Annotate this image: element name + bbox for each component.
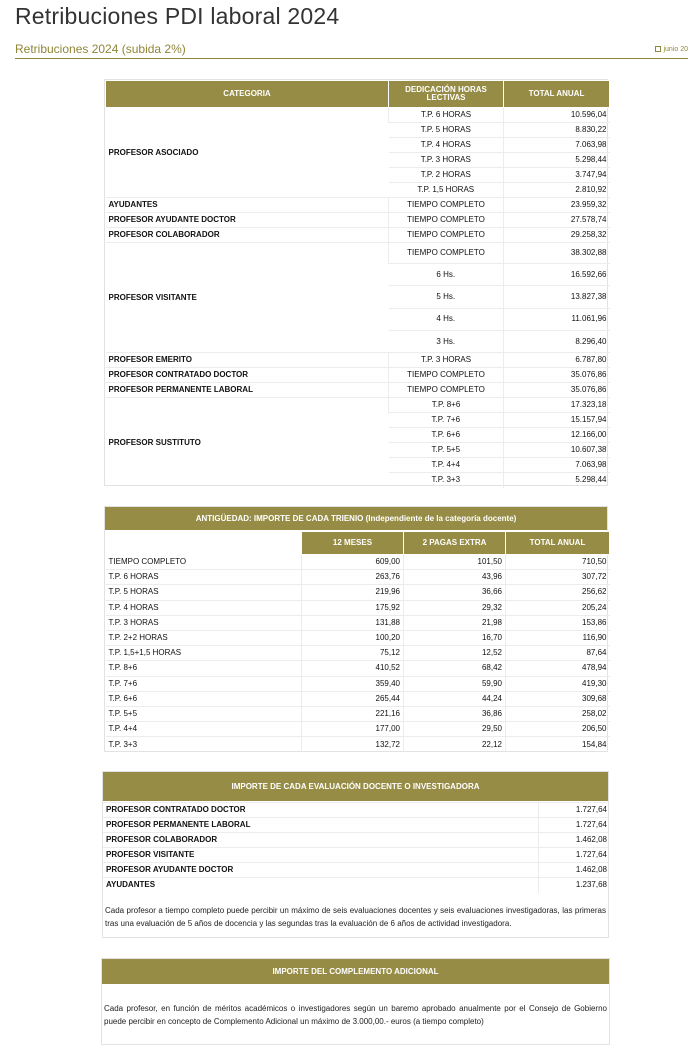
seniority-table-title: ANTIGÜEDAD: IMPORTE DE CADA TRIENIO (Independiente de la categoría docente) [105,507,607,531]
total-anual-cell: 3.747,94 [504,168,610,183]
salary-row [106,108,610,123]
total-anual-cell: 38.302,88 [504,243,610,264]
dedication-cell: TIEMPO COMPLETO [389,213,504,228]
total-anual-cell: 11.061,96 [504,308,610,330]
evaluation-row [103,863,610,878]
salary-row [106,398,610,413]
dedication-cell: T.P. 5 HORAS [106,585,302,600]
dedication-cell: T.P. 5+5 [106,706,302,721]
evaluation-amount-cell: 1.727,64 [538,818,610,833]
extra-pay-cell: 43,96 [404,570,506,585]
dedication-cell: 5 Hs. [389,286,504,308]
dedication-cell: T.P. 4 HORAS [106,600,302,615]
evaluation-row [103,878,610,893]
complement-title: IMPORTE DEL COMPLEMENTO ADICIONAL [102,959,609,984]
dedication-cell: 6 Hs. [389,264,504,286]
seniority-table [105,531,610,752]
publish-date [655,46,688,53]
header-total-anual: TOTAL ANUAL [504,81,610,108]
seniority-row [106,691,610,706]
total-anual-cell: 27.578,74 [504,213,610,228]
dedication-cell: T.P. 5+5 [389,443,504,458]
total-cell: 710,50 [506,555,610,570]
dedication-cell: T.P. 7+6 [106,676,302,691]
total-anual-cell: 6.787,80 [504,353,610,368]
twelve-months-cell: 132,72 [302,737,404,752]
total-anual-cell: 29.258,32 [504,228,610,243]
total-cell: 309,68 [506,691,610,706]
extra-pay-cell: 59,90 [404,676,506,691]
seniority-row [106,570,610,585]
category-cell: AYUDANTES [106,198,389,213]
total-cell: 307,72 [506,570,610,585]
evaluation-amount-cell: 1.237,68 [538,878,610,893]
extra-pay-cell: 44,24 [404,691,506,706]
category-cell: PROFESOR VISITANTE [106,243,389,353]
seniority-header-12-meses: 12 MESES [302,532,404,555]
dedication-cell: T.P. 4 HORAS [389,138,504,153]
total-anual-cell: 16.592,66 [504,264,610,286]
dedication-cell: TIEMPO COMPLETO [389,243,504,264]
category-cell: PROFESOR CONTRATADO DOCTOR [106,368,389,383]
category-cell: PROFESOR AYUDANTE DOCTOR [106,213,389,228]
total-cell: 154,84 [506,737,610,752]
twelve-months-cell: 221,16 [302,706,404,721]
twelve-months-cell: 100,20 [302,630,404,645]
salary-row [106,383,610,398]
total-cell: 256,62 [506,585,610,600]
seniority-row [106,600,610,615]
twelve-months-cell: 263,76 [302,570,404,585]
evaluation-row [103,833,610,848]
evaluation-table-body [103,803,610,893]
header-dedicacion: DEDICACIÓN HORAS LECTIVAS [389,81,504,108]
complement-note: Cada profesor, en función de méritos académicos o investigadores según un baremo aprobado anualmente por el Consejo de Gobierno puede percibir en concepto de Complemento Adicional un máximo de 3.000,00.- euros (a tiempo completo) [104,1004,607,1026]
total-anual-cell: 23.959,32 [504,198,610,213]
category-cell: PROFESOR PERMANENTE LABORAL [106,383,389,398]
evaluation-category-cell: PROFESOR PERMANENTE LABORAL [103,818,538,833]
category-cell: PROFESOR ASOCIADO [106,108,389,198]
extra-pay-cell: 29,50 [404,722,506,737]
dedication-cell: T.P. 2 HORAS [389,168,504,183]
salary-row [106,213,610,228]
dedication-cell: T.P. 6 HORAS [106,570,302,585]
evaluation-row [103,818,610,833]
dedication-cell: 4 Hs. [389,308,504,330]
total-cell: 206,50 [506,722,610,737]
seniority-row [106,737,610,752]
total-cell: 153,86 [506,615,610,630]
extra-pay-cell: 29,32 [404,600,506,615]
twelve-months-cell: 410,52 [302,661,404,676]
seniority-header-blank [106,532,302,555]
dedication-cell: T.P. 3+3 [389,473,504,488]
seniority-header-pagas-extra: 2 PAGAS EXTRA [404,532,506,555]
title-divider [15,58,688,59]
total-anual-cell: 5.298,44 [504,473,610,488]
total-anual-cell: 10.596,04 [504,108,610,123]
evaluation-amount-cell: 1.462,08 [538,833,610,848]
total-cell: 478,94 [506,661,610,676]
evaluation-category-cell: PROFESOR CONTRATADO DOCTOR [103,803,538,818]
seniority-row [106,646,610,661]
dedication-cell: T.P. 7+6 [389,413,504,428]
dedication-cell: TIEMPO COMPLETO [389,228,504,243]
salaries-table-body [106,108,610,488]
dedication-cell: T.P. 8+6 [389,398,504,413]
dedication-cell: TIEMPO COMPLETO [389,368,504,383]
dedication-cell: T.P. 1,5+1,5 HORAS [106,646,302,661]
category-cell: PROFESOR COLABORADOR [106,228,389,243]
dedication-cell: T.P. 1,5 HORAS [389,183,504,198]
evaluation-amount-cell: 1.462,08 [538,863,610,878]
salary-row [106,353,610,368]
header-categoria: CATEGORIA [106,81,389,108]
total-anual-cell: 5.298,44 [504,153,610,168]
total-anual-cell: 35.076,86 [504,383,610,398]
dedication-cell: T.P. 4+4 [389,458,504,473]
seniority-row [106,555,610,570]
extra-pay-cell: 16,70 [404,630,506,645]
seniority-table-body [106,555,610,752]
salary-row [106,228,610,243]
page-title: Retribuciones PDI laboral 2024 [15,3,340,29]
evaluation-row [103,848,610,863]
total-anual-cell: 15.157,94 [504,413,610,428]
total-cell: 87,64 [506,646,610,661]
evaluation-note: Cada profesor a tiempo completo puede percibir un máximo de seis evaluaciones docentes y seis evaluaciones investigadoras, las primeras tras una evaluación de 5 años de docencia y las segundas tras la evaluación de 6 años de actividad investigadora. [105,905,606,928]
extra-pay-cell: 68,42 [404,661,506,676]
total-cell: 419,30 [506,676,610,691]
publish-date-text: junio 20 [663,46,688,53]
extra-pay-cell: 21,98 [404,615,506,630]
twelve-months-cell: 219,96 [302,585,404,600]
evaluation-category-cell: PROFESOR VISITANTE [103,848,538,863]
seniority-row [106,585,610,600]
total-anual-cell: 35.076,86 [504,368,610,383]
salary-row [106,368,610,383]
evaluation-amount-cell: 1.727,64 [538,848,610,863]
dedication-cell: TIEMPO COMPLETO [389,383,504,398]
seniority-row [106,722,610,737]
dedication-cell: TIEMPO COMPLETO [389,198,504,213]
twelve-months-cell: 175,92 [302,600,404,615]
dedication-cell: TIEMPO COMPLETO [106,555,302,570]
category-cell: PROFESOR SUSTITUTO [106,398,389,488]
category-cell: PROFESOR EMERITO [106,353,389,368]
total-anual-cell: 2.810,92 [504,183,610,198]
dedication-cell: T.P. 3+3 [106,737,302,752]
seniority-row [106,615,610,630]
extra-pay-cell: 101,50 [404,555,506,570]
evaluation-table [103,802,610,893]
evaluation-category-cell: PROFESOR COLABORADOR [103,833,538,848]
evaluation-category-cell: PROFESOR AYUDANTE DOCTOR [103,863,538,878]
total-anual-cell: 7.063,98 [504,138,610,153]
evaluation-row [103,803,610,818]
evaluation-table-title: IMPORTE DE CADA EVALUACIÓN DOCENTE O INVESTIGADORA [103,772,608,801]
evaluation-category-cell: AYUDANTES [103,878,538,893]
calendar-icon [655,46,661,52]
dedication-cell: 3 Hs. [389,330,504,352]
total-cell: 116,90 [506,630,610,645]
salary-row [106,198,610,213]
twelve-months-cell: 131,88 [302,615,404,630]
extra-pay-cell: 36,86 [404,706,506,721]
seniority-row [106,630,610,645]
total-anual-cell: 12.166,00 [504,428,610,443]
total-anual-cell: 13.827,38 [504,286,610,308]
extra-pay-cell: 22,12 [404,737,506,752]
total-anual-cell: 7.063,98 [504,458,610,473]
salaries-table [105,80,610,488]
page-subtitle: Retribuciones 2024 (subida 2%) [15,42,186,56]
dedication-cell: T.P. 3 HORAS [389,153,504,168]
extra-pay-cell: 36,66 [404,585,506,600]
salaries-table-block [104,79,608,486]
seniority-row [106,661,610,676]
twelve-months-cell: 75,12 [302,646,404,661]
twelve-months-cell: 609,00 [302,555,404,570]
total-cell: 205,24 [506,600,610,615]
total-anual-cell: 8.830,22 [504,123,610,138]
evaluation-table-block [102,771,609,938]
dedication-cell: T.P. 3 HORAS [106,615,302,630]
twelve-months-cell: 177,00 [302,722,404,737]
seniority-row [106,706,610,721]
total-anual-cell: 17.323,18 [504,398,610,413]
total-anual-cell: 8.296,40 [504,330,610,352]
total-anual-cell: 10.607,38 [504,443,610,458]
total-cell: 258,02 [506,706,610,721]
twelve-months-cell: 265,44 [302,691,404,706]
twelve-months-cell: 359,40 [302,676,404,691]
evaluation-amount-cell: 1.727,64 [538,803,610,818]
dedication-cell: T.P. 2+2 HORAS [106,630,302,645]
complement-block [101,958,610,1045]
dedication-cell: T.P. 4+4 [106,722,302,737]
seniority-table-block [104,506,608,752]
dedication-cell: T.P. 8+6 [106,661,302,676]
dedication-cell: T.P. 3 HORAS [389,353,504,368]
dedication-cell: T.P. 5 HORAS [389,123,504,138]
dedication-cell: T.P. 6 HORAS [389,108,504,123]
seniority-row [106,676,610,691]
dedication-cell: T.P. 6+6 [106,691,302,706]
salary-row [106,243,610,264]
extra-pay-cell: 12,52 [404,646,506,661]
dedication-cell: T.P. 6+6 [389,428,504,443]
seniority-header-total: TOTAL ANUAL [506,532,610,555]
